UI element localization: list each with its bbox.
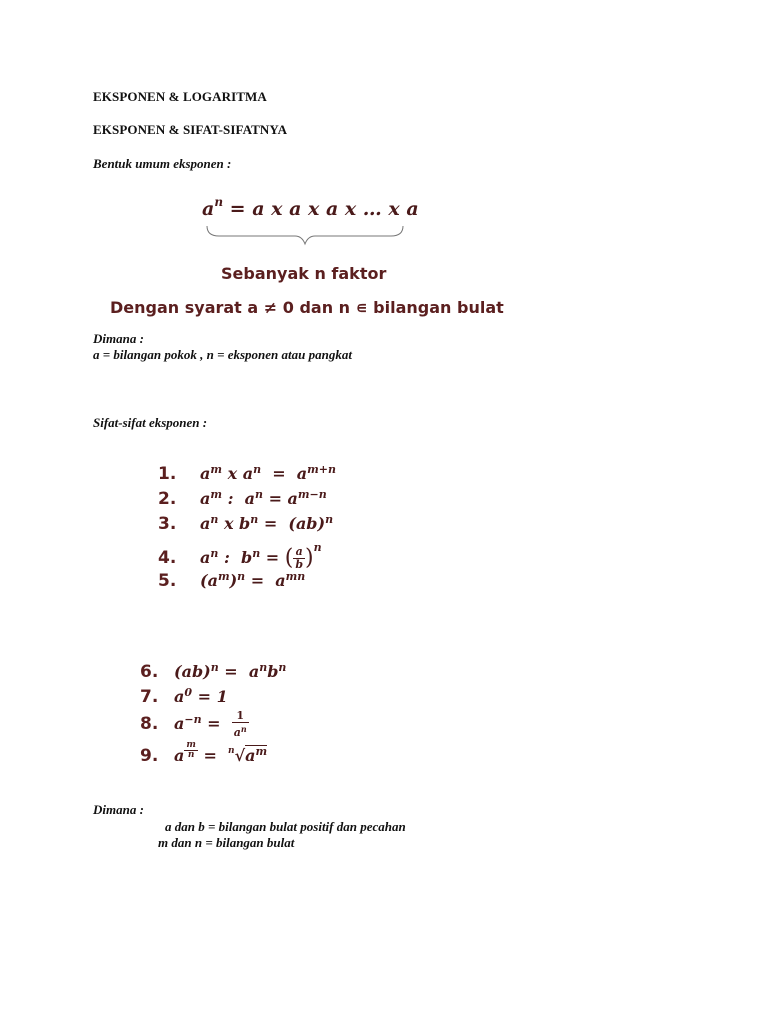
property-item-7 [140,680,286,705]
property-item-6 [140,655,286,680]
property-item-8 [140,705,286,739]
where-label-1: Dimana : [93,331,144,346]
property-formula: $a^{-n}$ = $\frac{1}{a^n}$ [174,709,247,739]
general-form-label: Bentuk umum eksponen : [93,156,232,171]
property-item-3 [158,507,336,532]
property-number: 3. [158,514,177,534]
property-item-4 [158,532,336,571]
condition-text: Dengan syarat a ≠ 0 dan n ∊ bilangan bulat [110,298,504,317]
property-number: 2. [158,489,177,509]
property-formula: $a^m$ x $a^n = a^{m+n}$ [200,463,336,483]
property-item-1 [158,457,336,482]
property-number: 6. [140,662,159,682]
where-label-2: Dimana : [93,802,144,817]
property-formula: $(ab)^n = a^nb^n$ [174,661,287,681]
formula-expansion: = a x a x a x … x a [229,198,419,220]
properties-label: Sifat-sifat eksponen : [93,415,208,430]
property-formula: a $^{\frac{m}{n}}$ = $^n√a^m$ [174,739,268,765]
property-formula: $a^0 = 1$ [174,686,228,706]
property-formula: $a^n$ x $b^n = (ab)^n$ [200,513,334,533]
property-number: 8. [140,714,159,734]
properties-list-1 [158,457,336,589]
property-number: 1. [158,464,177,484]
property-number: 9. [140,746,159,766]
where-text-2-line1: a dan b = bilangan bulat positif dan pecahan [165,819,406,834]
formula-base: a [202,198,215,220]
property-formula: $a^n$ : $b^n$ = ( $\frac{a}{b}$ )$^n$ [200,541,322,571]
property-item-9 [140,735,286,765]
brace-caption: Sebanyak n faktor [221,264,387,283]
general-form-formula [202,195,419,220]
where-text-2-line2: m dan n = bilangan bulat [158,835,295,850]
curly-brace-icon [205,224,405,246]
document-title: EKSPONEN & LOGARITMA [93,89,267,104]
property-item-2 [158,482,336,507]
property-number: 7. [140,687,159,707]
property-number: 5. [158,571,177,591]
property-formula: $(a^m)^n = a^{mn}$ [200,570,306,590]
formula-exponent: n [214,195,224,209]
property-number: 4. [158,548,177,568]
property-formula: $a^m$ : $a^n = a^{m-n}$ [200,488,327,508]
properties-list-2 [140,655,286,765]
where-text-1: a = bilangan pokok , n = eksponen atau pangkat [93,347,352,362]
section-title: EKSPONEN & SIFAT-SIFATNYA [93,122,288,137]
